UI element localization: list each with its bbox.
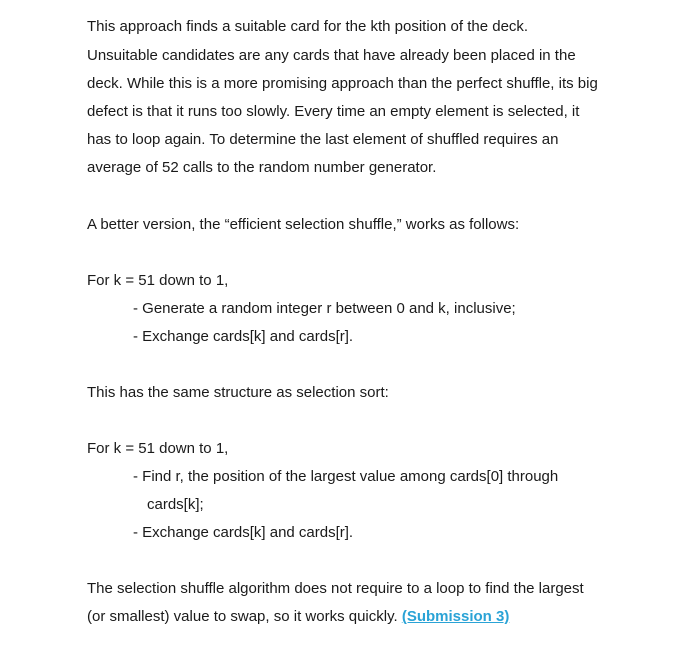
paragraph-1-line-4: defect is that it runs too slowly. Every time an empty element is selected, it xyxy=(87,103,580,120)
paragraph-2: A better version, the “efficient selection shuffle,” works as follows: xyxy=(87,216,520,233)
paragraph-1-line-3: deck. While this is a more promising approach than the perfect shuffle, its big xyxy=(87,75,598,92)
paragraph-4-line-2-text: (or smallest) value to swap, so it works quickly. xyxy=(87,608,398,625)
paragraph-4-line-1: The selection shuffle algorithm does not require to a loop to find the largest xyxy=(87,580,584,597)
paragraph-3: This has the same structure as selection sort: xyxy=(87,384,389,401)
algorithm-2-step-1: - Find r, the position of the largest value among cards[0] through xyxy=(133,468,559,485)
algorithm-1-header: For k = 51 down to 1, xyxy=(87,272,229,289)
paragraph-1-line-5: has to loop again. To determine the last element of shuffled requires an xyxy=(87,131,559,148)
algorithm-2-step-1-continued: cards[k]; xyxy=(147,496,204,513)
algorithm-1-step-1: - Generate a random integer r between 0 and k, inclusive; xyxy=(133,300,516,317)
algorithm-2-header: For k = 51 down to 1, xyxy=(87,440,229,457)
paragraph-4-line-2 xyxy=(87,608,509,626)
submission-link[interactable]: (Submission 3) xyxy=(401,608,510,625)
paragraph-1-line-1: This approach finds a suitable card for the kth position of the deck. xyxy=(87,18,529,35)
paragraph-1-line-2: Unsuitable candidates are any cards that have already been placed in the xyxy=(87,47,576,64)
paragraph-1-line-6: average of 52 calls to the random number generator. xyxy=(87,159,437,176)
algorithm-2-step-2: - Exchange cards[k] and cards[r]. xyxy=(133,524,354,541)
algorithm-1-step-2: - Exchange cards[k] and cards[r]. xyxy=(133,328,354,345)
